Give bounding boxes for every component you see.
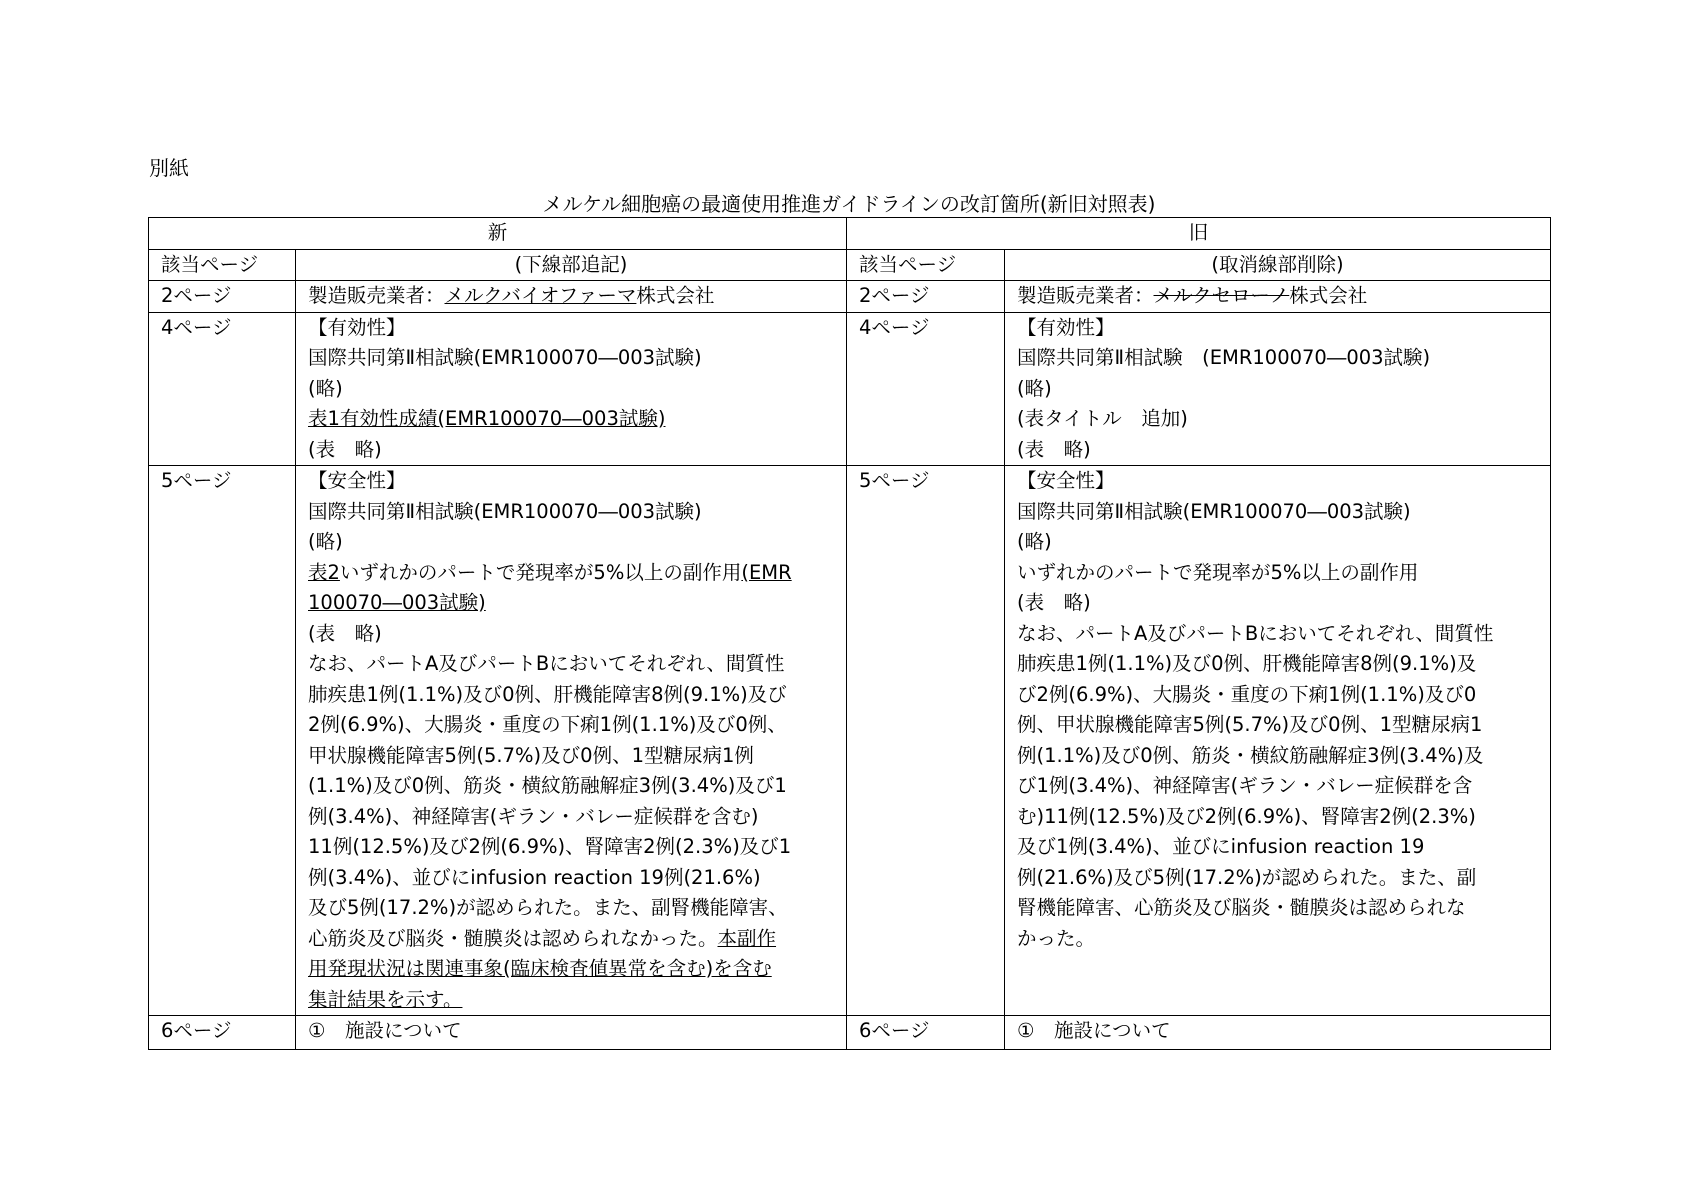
- text-line: [1017, 466, 1550, 497]
- text-segment: 及び1例(3.4%)、並びにinfusion reaction 19: [1017, 835, 1425, 858]
- text-line: [1017, 374, 1550, 405]
- old-content: [1005, 312, 1551, 466]
- old-page-ref: 4ページ: [847, 312, 1005, 466]
- text-segment: 2例(6.9%)、大腸炎・重度の下痢1例(1.1%)及び0例、: [308, 713, 787, 736]
- old-page-ref: 2ページ: [847, 281, 1005, 313]
- text-segment: 例(3.4%)、神経障害(ギラン・バレー症候群を含む): [308, 804, 759, 828]
- text-line: [1017, 343, 1550, 374]
- text-segment: ① 施設について: [308, 1019, 462, 1042]
- text-segment: 甲状腺機能障害5例(5.7%)及び0例、1型糖尿病1例: [308, 743, 754, 767]
- text-line: [308, 680, 846, 711]
- text-segment: 国際共同第Ⅱ相試験 (EMR100070―003試験): [1017, 346, 1431, 369]
- text-segment: (略): [1017, 530, 1052, 553]
- text-line: [1017, 435, 1550, 466]
- old-content: [1005, 1016, 1551, 1050]
- new-page-ref: 5ページ: [149, 466, 296, 1016]
- table-row: [149, 281, 1551, 313]
- text-line: [1017, 588, 1550, 619]
- text-segment: (表タイトル 追加): [1017, 407, 1188, 430]
- text-segment: かった。: [1017, 926, 1096, 950]
- text-line: [308, 404, 846, 435]
- text-line: [1017, 741, 1550, 772]
- text-line: [1017, 619, 1550, 650]
- text-line: [308, 619, 846, 650]
- text-line: [1017, 527, 1550, 558]
- text-line: [308, 741, 846, 772]
- new-content: [296, 281, 847, 313]
- text-segment: 例、甲状腺機能障害5例(5.7%)及び0例、1型糖尿病1: [1017, 713, 1483, 736]
- subheader-row: [149, 249, 1551, 281]
- text-line: [1017, 893, 1550, 924]
- text-segment: び1例(3.4%)、神経障害(ギラン・バレー症候群を含: [1017, 774, 1473, 797]
- text-segment: いずれかのパートで発現率が5%以上の副作用: [1017, 560, 1419, 584]
- added-text: 集計結果を示す。: [308, 987, 463, 1011]
- text-segment: 11例(12.5%)及び2例(6.9%)、腎障害2例(2.3%)及び1: [308, 835, 792, 858]
- text-line: [308, 343, 846, 374]
- text-segment: 株式会社: [636, 284, 715, 307]
- text-segment: 国際共同第Ⅱ相試験(EMR100070―003試験): [1017, 499, 1411, 523]
- text-segment: (1.1%)及び0例、筋炎・横紋筋融解症3例(3.4%)及び1: [308, 774, 787, 797]
- new-note-header: (下線部追記): [296, 249, 847, 281]
- added-text: (EMR: [741, 560, 792, 584]
- text-line: [1017, 802, 1550, 833]
- text-line: [308, 588, 846, 619]
- table-row: [149, 1016, 1551, 1050]
- text-segment: 肺疾患1例(1.1%)及び0例、肝機能障害8例(9.1%)及: [1017, 652, 1477, 675]
- added-text: 用発現状況は関連事象(臨床検査値異常を含む)を含む: [308, 957, 772, 980]
- text-line: [1017, 313, 1550, 344]
- text-line: [308, 527, 846, 558]
- text-segment: 製造販売業者：: [1017, 284, 1154, 307]
- added-text: メルクバイオファーマ: [444, 284, 637, 307]
- text-segment: (略): [308, 530, 343, 553]
- text-segment: 腎機能障害、心筋炎及び脳炎・髄膜炎は認められな: [1017, 896, 1466, 919]
- text-segment: 国際共同第Ⅱ相試験(EMR100070―003試験): [308, 499, 702, 523]
- text-line: [1017, 924, 1550, 955]
- text-line: [308, 466, 846, 497]
- text-line: [1017, 497, 1550, 528]
- text-segment: ① 施設について: [1017, 1019, 1171, 1042]
- text-line: [1017, 281, 1550, 312]
- text-line: [1017, 558, 1550, 589]
- text-line: [308, 1016, 846, 1047]
- old-page-ref: 5ページ: [847, 466, 1005, 1016]
- text-segment: 肺疾患1例(1.1%)及び0例、肝機能障害8例(9.1%)及び: [308, 682, 787, 706]
- text-line: [1017, 863, 1550, 894]
- text-segment: 【有効性】: [1017, 315, 1115, 339]
- text-segment: いずれかのパートで発現率が5%以上の副作用: [339, 560, 742, 584]
- comparison-table: [148, 217, 1551, 1050]
- text-segment: 及び5例(17.2%)が認められた。また、副腎機能障害、: [308, 896, 788, 919]
- text-line: [308, 649, 846, 680]
- new-content: [296, 312, 847, 466]
- text-line: [308, 435, 846, 466]
- old-content: [1005, 281, 1551, 313]
- text-line: [1017, 832, 1550, 863]
- text-line: [308, 863, 846, 894]
- text-line: [308, 558, 846, 589]
- text-segment: 【有効性】: [308, 315, 406, 339]
- text-segment: む)11例(12.5%)及び2例(6.9%)、腎障害2例(2.3%): [1017, 804, 1476, 828]
- text-line: [308, 924, 846, 955]
- text-line: [308, 710, 846, 741]
- text-segment: (表 略): [1017, 591, 1091, 614]
- old-content: [1005, 466, 1551, 1016]
- text-line: [1017, 771, 1550, 802]
- old-header: 旧: [847, 218, 1551, 250]
- added-text: 表2: [308, 560, 340, 584]
- added-text: 本副作: [717, 926, 777, 950]
- document-title: メルケル細胞癌の最適使用推進ガイドラインの改訂箇所(新旧対照表): [542, 192, 1156, 216]
- old-note-header: (取消線部削除): [1005, 249, 1551, 281]
- text-line: [308, 954, 846, 985]
- text-line: [1017, 404, 1550, 435]
- text-line: [308, 802, 846, 833]
- text-segment: 例(3.4%)、並びにinfusion reaction 19例(21.6%): [308, 865, 761, 889]
- text-line: [1017, 680, 1550, 711]
- text-segment: 国際共同第Ⅱ相試験(EMR100070―003試験): [308, 346, 702, 369]
- old-page-ref: 6ページ: [847, 1016, 1005, 1050]
- text-segment: 例(21.6%)及び5例(17.2%)が認められた。また、副: [1017, 865, 1477, 889]
- new-page-ref: 4ページ: [149, 312, 296, 466]
- text-segment: び2例(6.9%)、大腸炎・重度の下痢1例(1.1%)及び0: [1017, 682, 1477, 706]
- table-row: [149, 466, 1551, 1016]
- new-header: 新: [149, 218, 847, 250]
- text-line: [308, 497, 846, 528]
- table-row: [149, 312, 1551, 466]
- new-content: [296, 1016, 847, 1050]
- text-segment: 製造販売業者：: [308, 284, 445, 307]
- text-line: [308, 893, 846, 924]
- header-row: [149, 218, 1551, 250]
- text-line: [308, 374, 846, 405]
- text-segment: 【安全性】: [1017, 469, 1115, 492]
- new-content: [296, 466, 847, 1016]
- text-segment: 株式会社: [1289, 284, 1368, 307]
- attachment-label: 別紙: [149, 156, 189, 180]
- text-segment: (表 略): [1017, 437, 1091, 461]
- text-line: [1017, 649, 1550, 680]
- text-line: [1017, 1016, 1550, 1047]
- text-line: [308, 281, 846, 312]
- text-segment: (略): [308, 376, 343, 400]
- new-page-ref: 6ページ: [149, 1016, 296, 1050]
- new-page-col-header: 該当ページ: [149, 249, 296, 281]
- old-page-col-header: 該当ページ: [847, 249, 1005, 281]
- text-segment: なお、パートA及びパートBにおいてそれぞれ、間質性: [1017, 621, 1494, 645]
- text-segment: (表 略): [308, 437, 382, 461]
- added-text: 表1有効性成績(EMR100070―003試験): [308, 407, 666, 430]
- text-segment: (表 略): [308, 621, 382, 645]
- new-page-ref: 2ページ: [149, 281, 296, 313]
- text-segment: 例(1.1%)及び0例、筋炎・横紋筋融解症3例(3.4%)及: [1017, 743, 1484, 767]
- text-segment: (略): [1017, 376, 1052, 400]
- text-line: [308, 313, 846, 344]
- text-segment: 【安全性】: [308, 469, 406, 492]
- text-line: [1017, 710, 1550, 741]
- added-text: 100070―003試験): [308, 591, 486, 614]
- text-segment: なお、パートA及びパートBにおいてそれぞれ、間質性: [308, 652, 785, 675]
- text-line: [308, 985, 846, 1016]
- text-segment: 心筋炎及び脳炎・髄膜炎は認められなかった。: [308, 926, 718, 950]
- text-line: [308, 771, 846, 802]
- deleted-text: メルクセローノ: [1153, 284, 1290, 307]
- text-line: [308, 832, 846, 863]
